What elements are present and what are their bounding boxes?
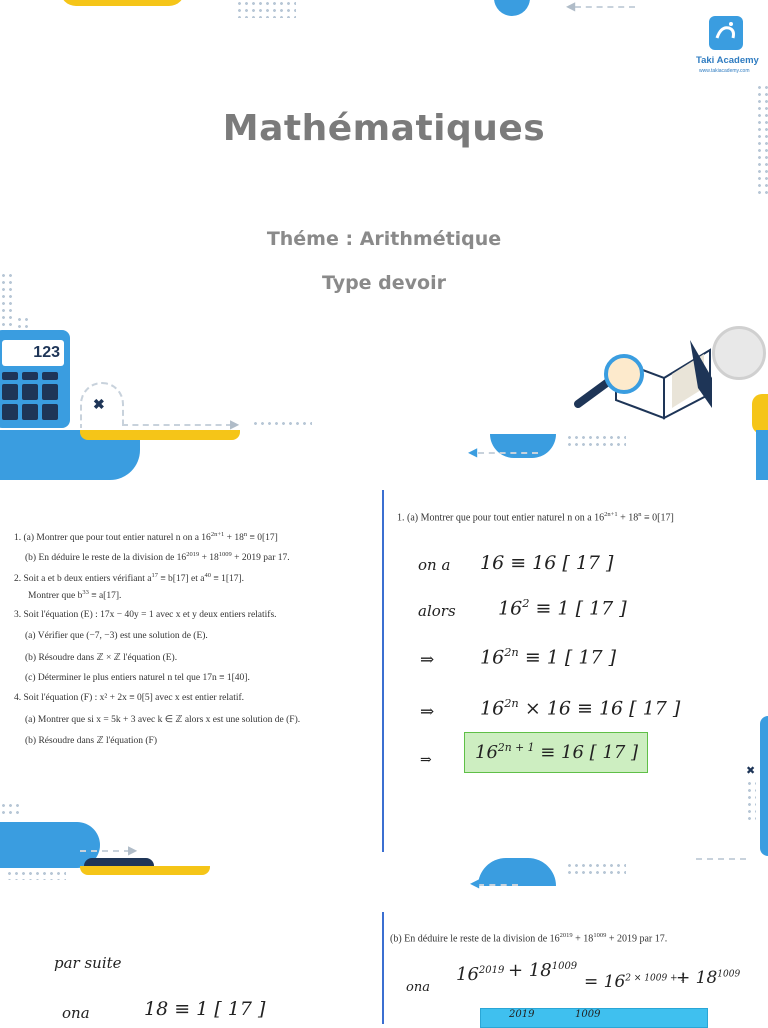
q3a: (a) Vérifier que (−7, −3) est une solution de (E). <box>25 631 208 641</box>
ex-dots-2 <box>6 870 66 880</box>
cover-left-yellow-shape <box>80 430 240 440</box>
s2-l1-a: $16^{2019}$ <box>456 964 505 985</box>
q4a: (a) Montrer que si x = 5k + 3 avec k ∈ ℤ alors x est une solution de (F). <box>25 715 301 725</box>
cover-bottom-blue-shape <box>490 434 556 458</box>
magnifier-icon <box>570 352 646 410</box>
left-dots <box>0 272 16 328</box>
solution1-divider <box>382 490 384 852</box>
s2-l1-b: + $18^{1009}$ <box>508 960 578 981</box>
s1-l5: $16^{2n + 1} \equiv 16$ [ 17 ] <box>475 741 639 763</box>
s1-l4-arrow: ⇒ <box>420 702 435 722</box>
taki-logo-icon <box>709 16 743 50</box>
s1-result-box <box>464 732 648 773</box>
cover-left-dash <box>122 424 232 426</box>
q3c: (c) Déterminer le plus entiers naturel n tel que 17n ≡ 1[40]. <box>25 673 250 683</box>
s2-left-l1: par suite <box>54 954 122 972</box>
s1-l1-label: on a <box>418 556 451 574</box>
cover-right-blue-shape <box>756 430 768 480</box>
top-dash <box>575 6 635 8</box>
calculator-display: 123 <box>2 340 64 366</box>
solution1-page <box>382 490 768 890</box>
q1b: (b) En déduire le reste de la division de $16^{2019} + 18^{1009} + 2019$ par 17. <box>25 551 290 564</box>
cover-bottom-dots <box>566 434 626 448</box>
q2: 2. Soit a et b deux entiers vérifiant $a^{17} \equiv b[17]$ et $a^{40} \equiv 1[17]$. <box>14 572 245 585</box>
q1a: 1. (a) Montrer que pour tout entier naturel n on a $16^{2n+1} + 18^n \equiv 0[17]$ <box>14 531 278 544</box>
cover-bottom-arrow-icon: ◀ <box>468 445 478 459</box>
solution1-heading: 1. (a) Montrer que pour tout entier naturel n on a $16^{2n+1} + 18^n \equiv 0[17]$ <box>397 511 674 524</box>
ex-dots <box>0 802 22 816</box>
top-arrow-icon: ◀ <box>566 0 576 13</box>
cover-page <box>0 0 768 480</box>
q3b: (b) Résoudre dans ℤ × ℤ l'équation (E). <box>25 653 178 663</box>
s1-bottom-blue-shape <box>478 858 556 886</box>
ex-dash <box>80 850 130 852</box>
clock-icon <box>712 326 766 380</box>
s1-dash <box>696 858 746 860</box>
q4b: (b) Résoudre dans ℤ l'équation (F) <box>25 736 157 746</box>
s1-l4: $16^{2n} \times 16 \equiv 16$ [ 17 ] <box>480 696 681 720</box>
s1-dots <box>746 780 756 822</box>
top-blue-shape <box>494 0 530 16</box>
s1-blue-shape <box>760 716 768 856</box>
page-title: Mathématiques <box>222 108 546 149</box>
type-label: Type devoir <box>321 272 446 294</box>
s1-bottom-arrow-icon: ◀ <box>470 876 480 890</box>
s2-left-l2-label: ona <box>62 1004 90 1022</box>
cover-right-yellow-shape <box>752 394 768 434</box>
s1-l3-arrow: ⇒ <box>420 650 435 670</box>
s1-l3: $16^{2n} \equiv 1$ [ 17 ] <box>480 645 616 669</box>
s1-close-icon: ✖ <box>746 765 756 777</box>
s2-box <box>480 1008 708 1028</box>
theme-label: Théme : Arithmétique <box>266 228 502 250</box>
brand-name: Taki Academy <box>696 55 759 66</box>
solution2-left <box>0 900 382 1024</box>
s2-box-a: 2019 <box>509 1009 535 1020</box>
ex-arrow-icon: ▶ <box>128 843 138 857</box>
calculator-icon <box>0 330 70 428</box>
cover-left-dots <box>252 420 312 428</box>
solution2-divider <box>382 912 384 1024</box>
exercise-page <box>0 490 382 880</box>
s1-l2: $16^2 \equiv 1$ [ 17 ] <box>498 596 627 620</box>
cover-left-arrow-icon: ▶ <box>230 417 240 431</box>
cover-bottom-dash <box>478 452 538 454</box>
solution2-right <box>382 912 768 1024</box>
s1-bottom-dots <box>566 862 626 876</box>
s2-l1-d: + $18^{1009}$ <box>676 968 741 988</box>
top-dots <box>236 0 296 18</box>
s2-box-b: 1009 <box>575 1009 601 1020</box>
s1-l1: 16 ≡ 16 [ 17 ] <box>480 552 614 574</box>
q3: 3. Soit l'équation (E) : 17x − 40y = 1 avec x et y deux entiers relatifs. <box>14 610 277 620</box>
s2-l1-label: ona <box>406 980 430 995</box>
left-dots-2 <box>16 316 32 328</box>
top-yellow-shape <box>60 0 185 6</box>
s1-l2-label: alors <box>418 602 456 620</box>
s2-l1-eq: = $16^{2 \times 1009 + 1}$ <box>584 972 687 992</box>
s2-left-l2: 18 ≡ 1 [ 17 ] <box>144 998 266 1020</box>
s1-l5-arrow: ⇒ <box>420 752 432 768</box>
ex-yellow-shape <box>80 866 210 875</box>
s1-bottom-dash <box>478 884 518 886</box>
q2b: Montrer que $b^{33} \equiv a[17]$. <box>28 589 122 602</box>
close-icon: ✖ <box>93 396 105 412</box>
brand-url: www.takiacademy.com <box>699 68 750 74</box>
solution2-heading: (b) En déduire le reste de la division de $16^{2019} + 18^{1009} + 2019$ par 17. <box>390 932 668 945</box>
q4: 4. Soit l'équation (F) : x² + 2x ≡ 0[5] avec x est entier relatif. <box>14 693 245 703</box>
